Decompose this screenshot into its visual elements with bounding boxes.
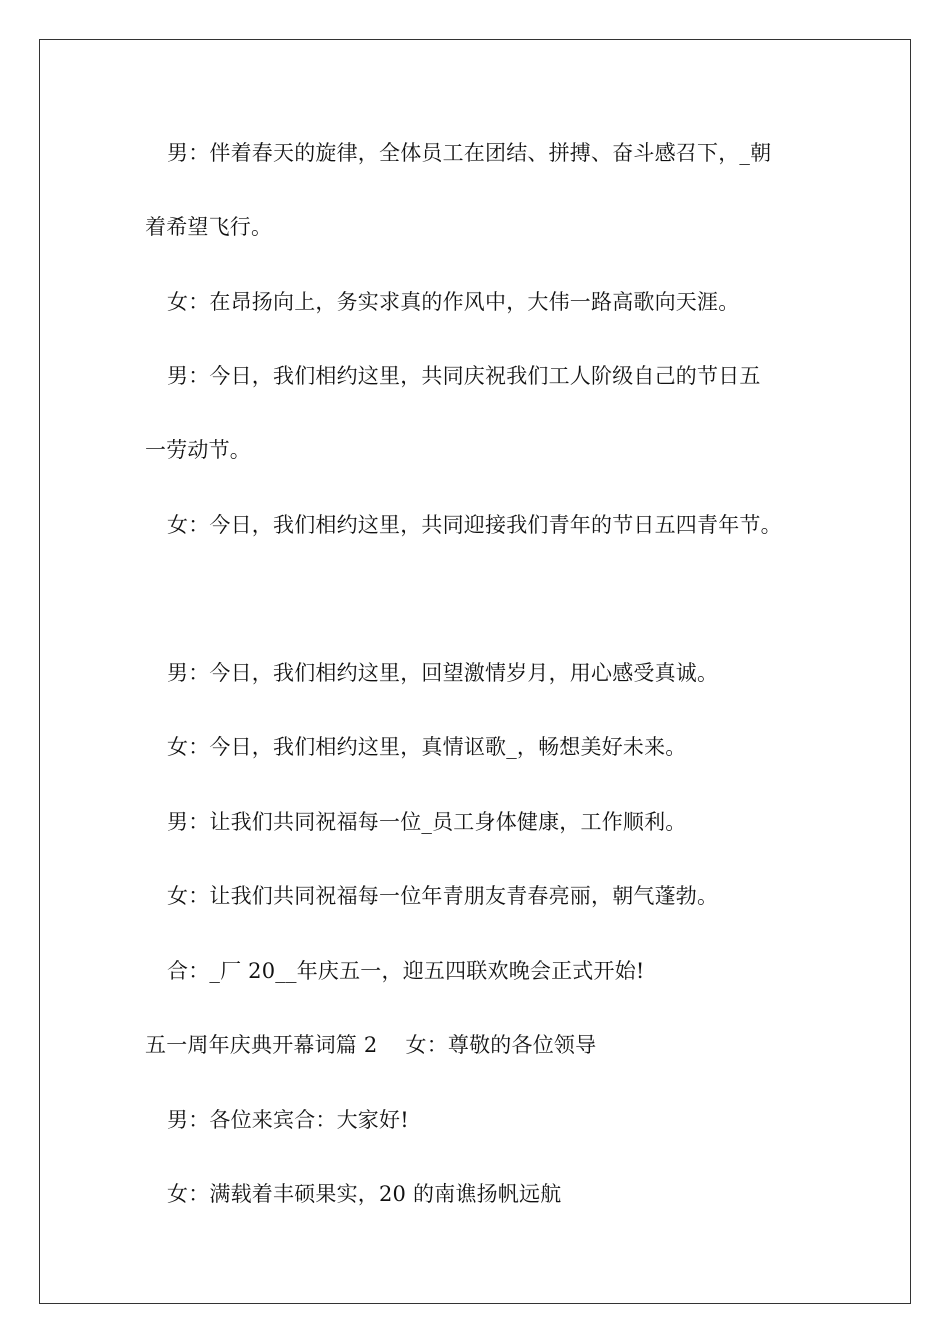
dialogue-line-male-1-continued: 着希望飞行。 (145, 215, 273, 239)
dialogue-line-female-1: 女：在昂扬向上，务实求真的作风中，大伟一路高歌向天涯。 (167, 290, 740, 314)
dialogue-line-female-3: 女：今日，我们相约这里，真情讴歌_，畅想美好未来。 (167, 735, 687, 759)
dialogue-line-female-5: 女：满载着丰硕果实，20 的南谯扬帆远航 (167, 1182, 562, 1206)
dialogue-line-male-3: 男：今日，我们相约这里，回望激情岁月，用心感受真诚。 (167, 661, 719, 685)
dialogue-line-together: 合：_厂 20__年庆五一，迎五四联欢晚会正式开始! (167, 959, 645, 983)
dialogue-line-male-1: 男：伴着春天的旋律，全体员工在团结、拼搏、奋斗感召下，_朝 (167, 141, 772, 165)
dialogue-line-female-4: 女：让我们共同祝福每一位年青朋友青春亮丽，朝气蓬勃。 (167, 884, 719, 908)
dialogue-line-male-2-continued: 一劳动节。 (145, 438, 251, 462)
dialogue-line-female-2: 女：今日，我们相约这里，共同迎接我们青年的节日五四青年节。 (167, 513, 782, 537)
dialogue-line-male-2: 男：今日，我们相约这里，共同庆祝我们工人阶级自己的节日五 (167, 364, 761, 388)
dialogue-line-male-4: 男：让我们共同祝福每一位_员工身体健康，工作顺利。 (167, 810, 687, 834)
dialogue-line-male-5: 男：各位来宾合：大家好! (167, 1108, 409, 1132)
section-heading-line: 五一周年庆典开幕词篇 2 女：尊敬的各位领导 (145, 1033, 597, 1057)
